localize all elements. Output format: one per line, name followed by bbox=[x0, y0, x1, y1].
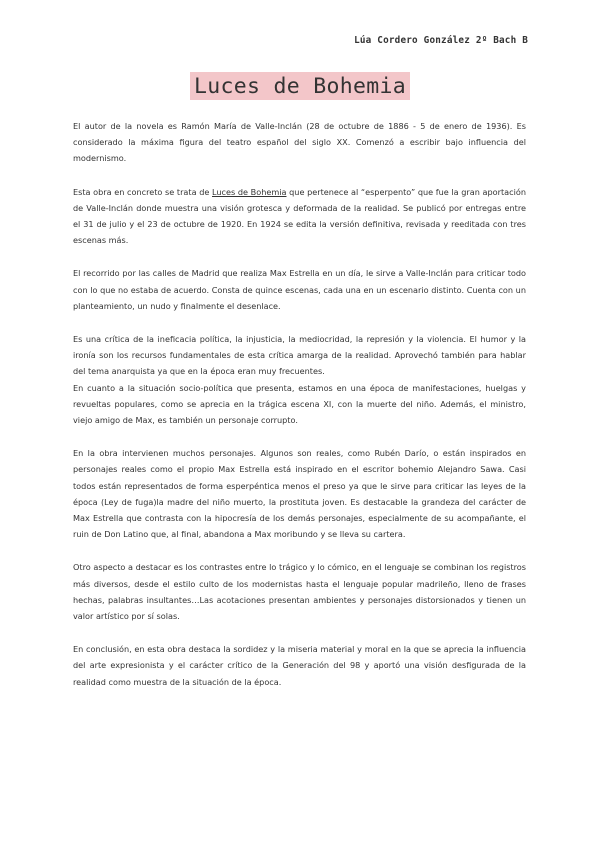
paragraph-contrasts: Otro aspecto a destacar es los contrastes entre lo trágico y lo cómico, en el lenguaje se combinan los registros más diversos, desde el estilo culto de los modernistas hasta el lenguaje popular madrileño, lleno de frases hechas, palabras insultantes…Las acotaciones presentan ambientes y personajes distorsionados y tienen un valor artístico por sí solas. bbox=[73, 562, 526, 622]
document-body bbox=[73, 118, 526, 707]
paragraph-work-intro-end: que pertenece al “esperpento” que fue la gran aportación de Valle-Inclán donde muestra una visión grotesca y deformada de la realidad. Se publicó por entregas entre el 31 de julio y el 23 de octubre de 1920. En 1924 se edita la versión definitiva, revisada y reeditada con tres escenas más. bbox=[73, 186, 526, 246]
paragraph-author-intro: El autor de la novela es Ramón María de Valle-Inclán (28 de octubre de 1886 - 5 de enero de 1936). Es considerado la máxima figura del teatro español del siglo XX. Comenzó a escribir bajo influencia del modernismo. bbox=[73, 121, 526, 164]
paragraph-work-intro-start: Esta obra en concreto se trata de bbox=[73, 186, 212, 197]
paragraph-characters: En la obra intervienen muchos personajes. Algunos son reales, como Rubén Darío, o están inspirados en personajes reales como el propio Max Estrella está inspirado en el escritor bohemio Alejandro Sawa. Casi todos están representados de forma esperpéntica menos el preso ya que le sirve para criticar las leyes de la época (Ley de fuga)la madre del niño muerto, la prostituta joven. Es destacable la grandeza del carácter de Max Estrella que contrasta con la hipocresía de los demás personajes, especialmente de su acompañante, el ruin de Don Latino que, al final, abandona a Max moribundo y se lleva su cartera. bbox=[73, 448, 526, 540]
document-title: Luces de Bohemia bbox=[190, 72, 410, 100]
paragraph-sociopolitical: En cuanto a la situación socio-política que presenta, estamos en una época de manifestaciones, huelgas y revueltas populares, como se aprecia en la trágica escena XI, con la muerte del niño. Además, el ministro, viejo amigo de Max, es también un personaje corrupto. bbox=[73, 382, 526, 426]
title-container bbox=[0, 72, 600, 100]
paragraph-work-intro bbox=[73, 184, 526, 249]
author-header: Lúa Cordero González 2º Bach B bbox=[354, 35, 528, 46]
work-title-underlined: Luces de Bohemia bbox=[212, 186, 287, 197]
paragraph-conclusion: En conclusión, en esta obra destaca la sordidez y la miseria material y moral en la que se aprecia la influencia del arte expresionista y el carácter crítico de la Generación del 98 y aportó una visión desfigurada de la realidad como muestra de la situación de la época. bbox=[73, 644, 526, 687]
paragraph-criticism: Es una crítica de la ineficacia política, la injusticia, la mediocridad, la represión y la violencia. El humor y la ironía son los recursos fundamentales de esta crítica amarga de la realidad. Aprovechó también para hablar del tema anarquista ya que en la época eran muy frecuentes. bbox=[73, 334, 526, 377]
paragraph-route: El recorrido por las calles de Madrid que realiza Max Estrella en un día, le sirve a Valle-Inclán para criticar todo con lo que no estaba de acuerdo. Consta de quince escenas, cada una en un escenario distinto. Cuenta con un planteamiento, un nudo y finalmente el desenlace. bbox=[73, 268, 526, 311]
